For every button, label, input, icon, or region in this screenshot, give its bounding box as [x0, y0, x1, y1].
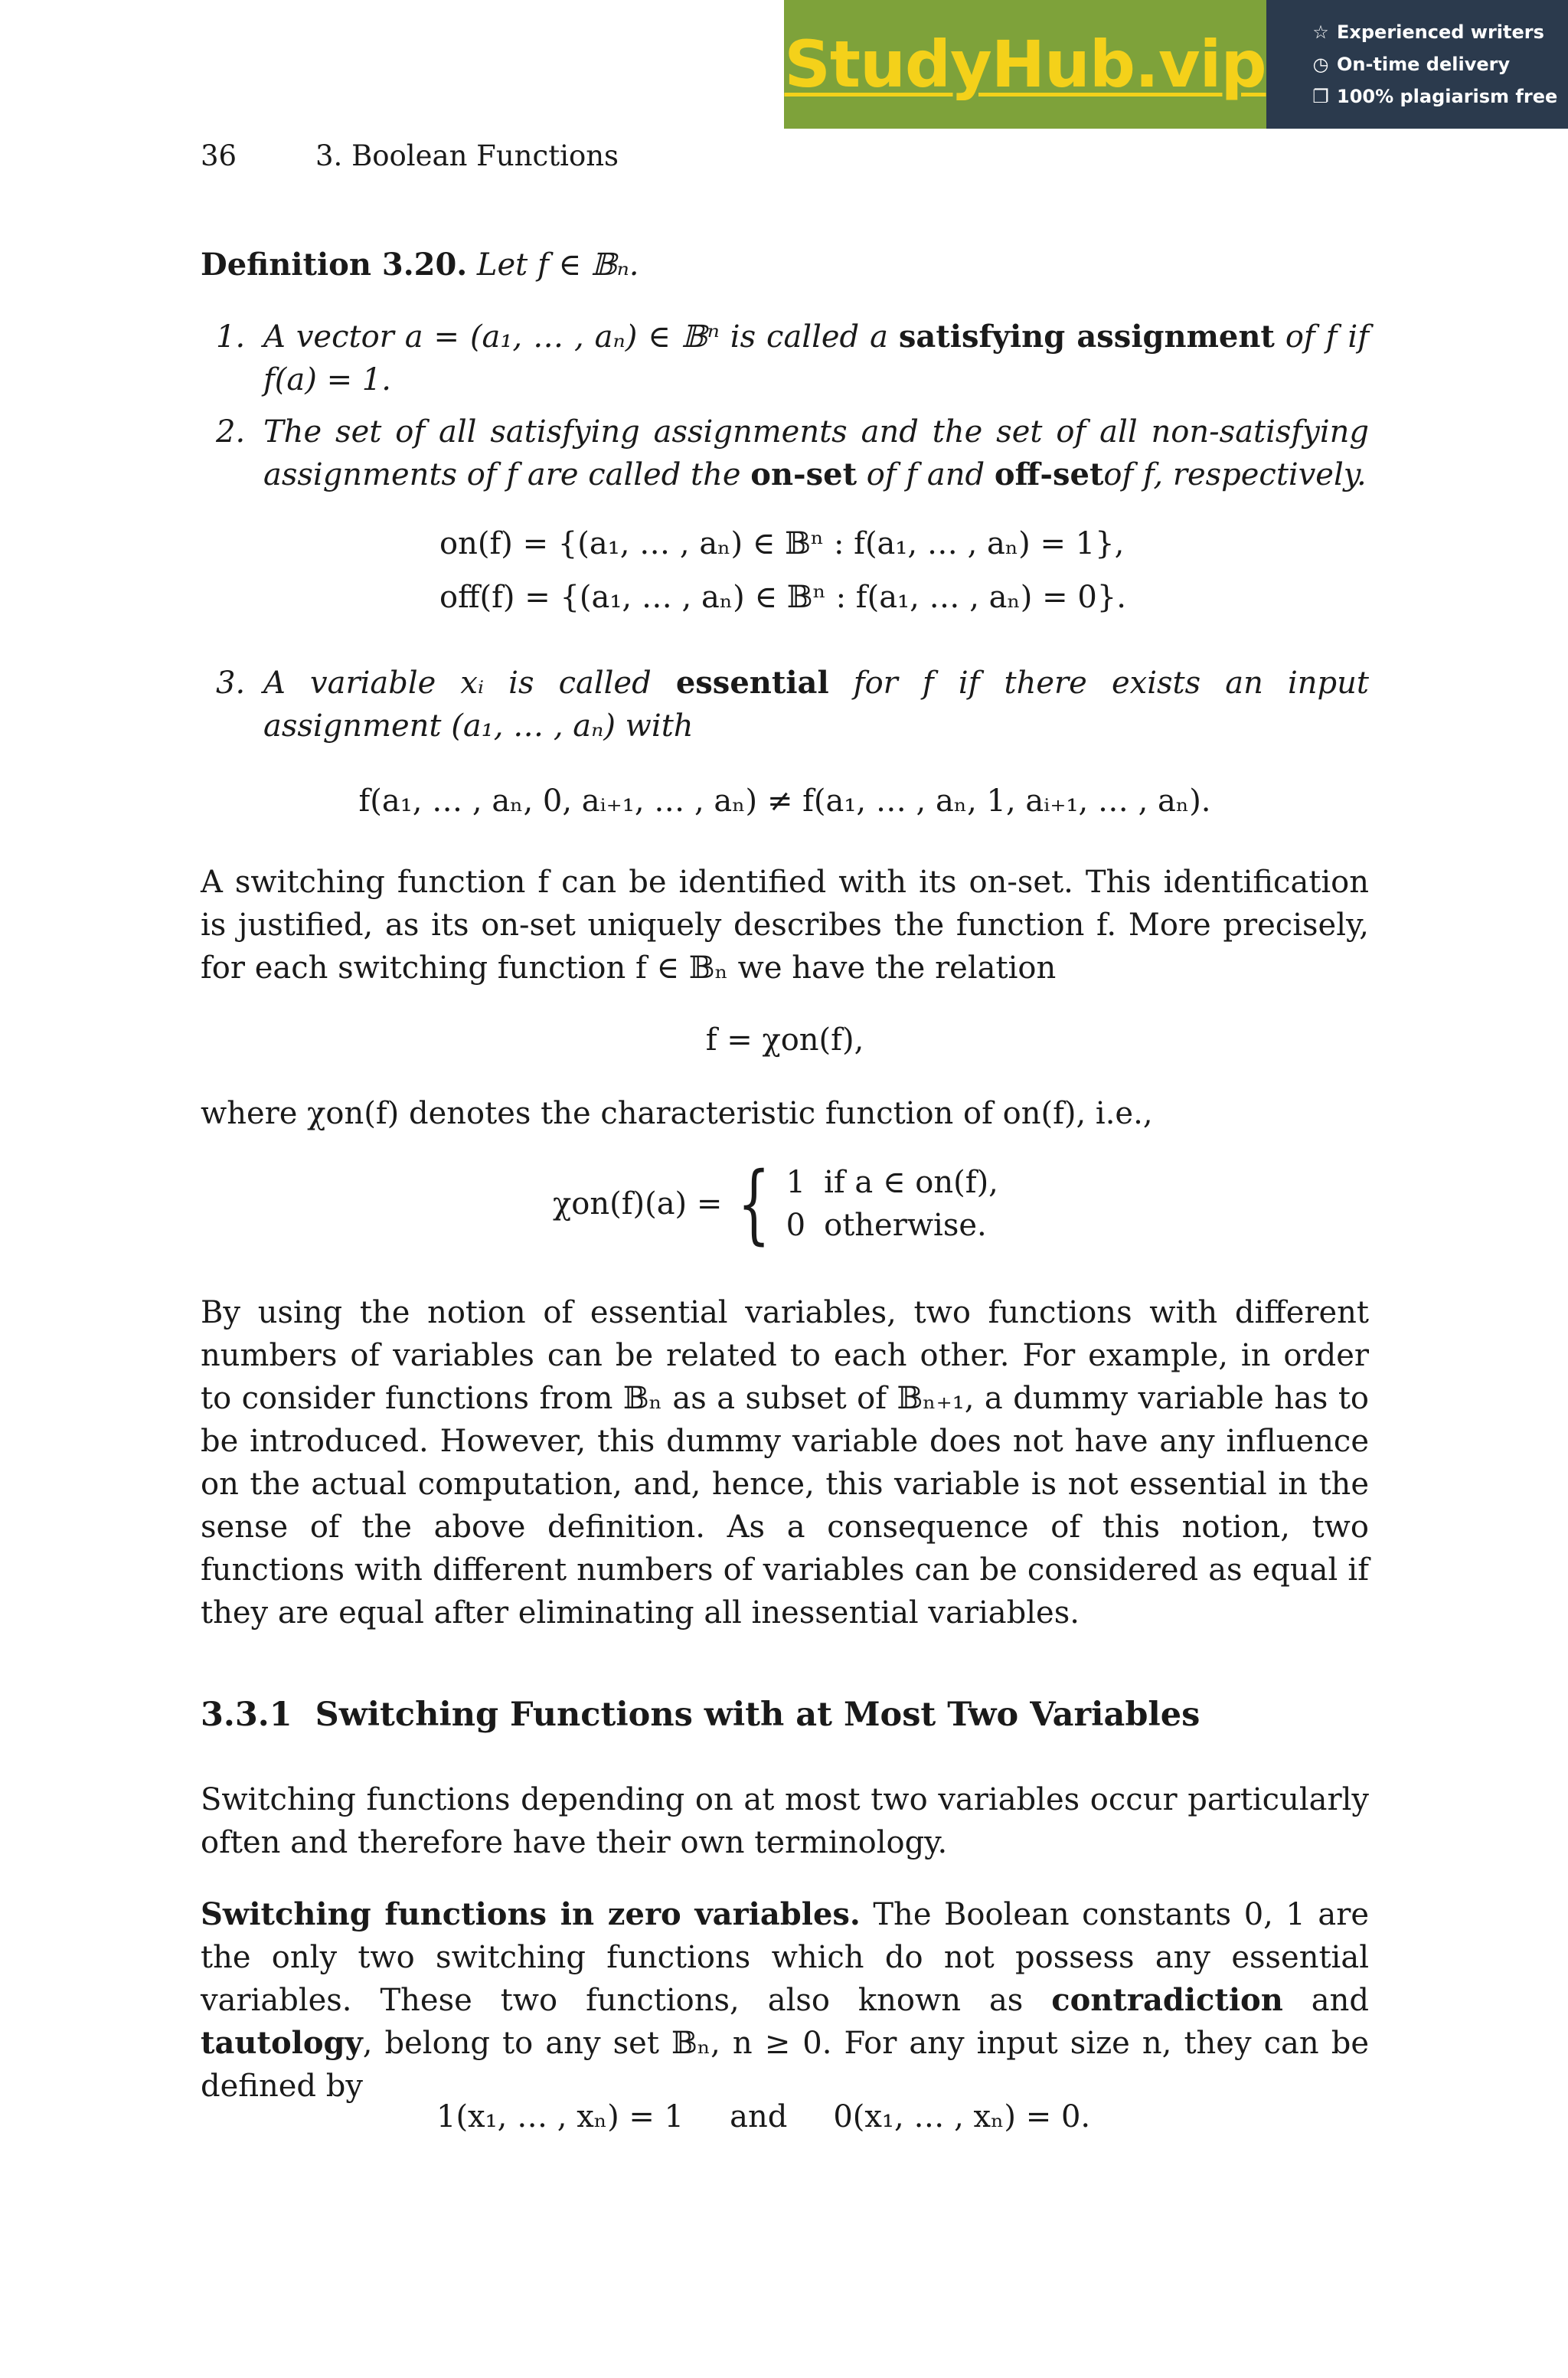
case-row: [786, 1161, 998, 1204]
cases-table: [786, 1161, 998, 1247]
chapter-title: 3. Boolean Functions: [315, 139, 619, 172]
cases-lhs: χon(f)(a) =: [553, 1186, 723, 1222]
star-outline-icon: ☆: [1312, 21, 1329, 43]
term-on-set: on-set: [750, 456, 858, 492]
case-value: 1: [786, 1165, 806, 1200]
running-head: [201, 139, 619, 172]
item-text: The set of all satisfying assignments and the set of all non-satisfying assignments of f are called the: [263, 414, 1369, 492]
definition-intro: Let f ∈ 𝔹ₙ.: [476, 247, 639, 283]
equation-left: 1(x₁, … , xₙ) = 1: [436, 2099, 684, 2134]
term-essential: essential: [675, 665, 829, 701]
feature-list: [1266, 0, 1568, 129]
case-row: [786, 1204, 998, 1247]
item-text: of f if f(a) = 1.: [263, 319, 1370, 397]
paragraph-text: , belong to any set 𝔹ₙ, n ≥ 0. For any input size n, they can be defined by: [201, 2026, 1369, 2104]
equation-essential: f(a₁, … , aₙ, 0, aᵢ₊₁, … , aₙ) ≠ f(a₁, … , aₙ, 1, aᵢ₊₁, … , aₙ).: [358, 783, 1211, 819]
item-text: of f and: [857, 457, 995, 492]
equation-cases: [553, 1154, 1242, 1254]
section-heading: [201, 1696, 1200, 1734]
item-number: 1.: [216, 319, 246, 355]
term-contradiction: contradiction: [1051, 1982, 1283, 2018]
equation-off-set: off(f) = {(a₁, … , aₙ) ∈ 𝔹ⁿ : f(a₁, … , aₙ) = 0}.: [439, 580, 1126, 615]
item-number: 3.: [216, 666, 246, 701]
paragraph: [201, 1893, 1369, 2108]
ad-banner[interactable]: [784, 0, 1568, 129]
equation-on-set: on(f) = {(a₁, … , aₙ) ∈ 𝔹ⁿ : f(a₁, … , aₙ) = 1},: [439, 526, 1125, 561]
paragraph: A switching function f can be identified with its on-set. This identification is justified, as its on-set uniquely describes the function f. More precisely, for each switching function f ∈ 𝔹ₙ we have the relation: [201, 865, 1369, 986]
term-off-set: off-set: [994, 456, 1104, 492]
equation-characteristic: f = χon(f),: [705, 1022, 864, 1058]
list-item: [201, 662, 1369, 747]
brand-panel[interactable]: [784, 0, 1266, 129]
paragraph: Switching functions depending on at most two variables occur particularly often and therefore have their own terminology.: [201, 1782, 1369, 1860]
cases-expression: [553, 1154, 998, 1254]
left-brace: {: [737, 1154, 771, 1254]
definition-heading: [201, 244, 1369, 286]
copy-check-icon: ❐: [1312, 86, 1329, 107]
case-condition: if a ∈ on(f),: [824, 1165, 998, 1200]
paragraph-heading: Switching functions in zero variables.: [201, 1896, 861, 1932]
item-text: for f if there exists an input assignment (a₁, … , aₙ) with: [263, 666, 1369, 744]
feature-text: Experienced writers: [1337, 21, 1544, 43]
item-number: 2.: [216, 414, 246, 450]
feature-item: [1311, 86, 1568, 107]
feature-text: On-time delivery: [1337, 54, 1511, 75]
feature-item: [1311, 21, 1568, 43]
case-value: 0: [786, 1208, 806, 1243]
equation-right: 0(x₁, … , xₙ) = 0.: [833, 2099, 1091, 2134]
definition-list-cont: [201, 662, 1369, 747]
clock-icon: ◷: [1312, 54, 1329, 75]
paragraph-text: and: [1282, 1983, 1369, 2018]
term-satisfying-assignment: satisfying assignment: [898, 319, 1275, 355]
section-title: Switching Functions with at Most Two Variables: [315, 1696, 1200, 1734]
definition-label: Definition 3.20.: [201, 247, 468, 283]
page-number: 36: [201, 139, 237, 172]
term-tautology: tautology: [201, 2025, 363, 2061]
list-item: [201, 411, 1369, 496]
paragraph: By using the notion of essential variables, two functions with different numbers of variables can be related to each other. For example, in order to consider functions from 𝔹ₙ as a subset of 𝔹ₙ₊₁, a dummy variable has to be introduced. However, this dummy variable does not have any influence on the actual computation, and, hence, this variable is not essential in the sense of the above definition. As a consequence of this notion, two functions with different numbers of variables can be considered as equal if they are equal after eliminating all inessential variables.: [201, 1295, 1369, 1631]
paragraph: where χon(f) denotes the characteristic function of on(f), i.e.,: [201, 1096, 1153, 1131]
definition-list: [201, 316, 1369, 496]
feature-item: [1311, 54, 1568, 75]
item-text: A vector a = (a₁, … , aₙ) ∈ 𝔹ⁿ is called a: [263, 319, 899, 355]
brand-logo[interactable]: StudyHub.vip: [784, 27, 1266, 102]
section-number: 3.3.1: [201, 1696, 292, 1734]
feature-text: 100% plagiarism free: [1337, 86, 1558, 107]
equation-and: and: [730, 2099, 788, 2134]
list-item: [201, 316, 1369, 401]
item-text: A variable xᵢ is called: [263, 666, 676, 701]
paragraph-text: The Boolean constants 0, 1 are the only two switching functions which do not possess any essential variables. These two functions, also known as: [201, 1897, 1369, 2018]
case-condition: otherwise.: [824, 1208, 987, 1243]
item-text: of f, respectively.: [1103, 457, 1367, 492]
equation-constants: [436, 2095, 1369, 2138]
